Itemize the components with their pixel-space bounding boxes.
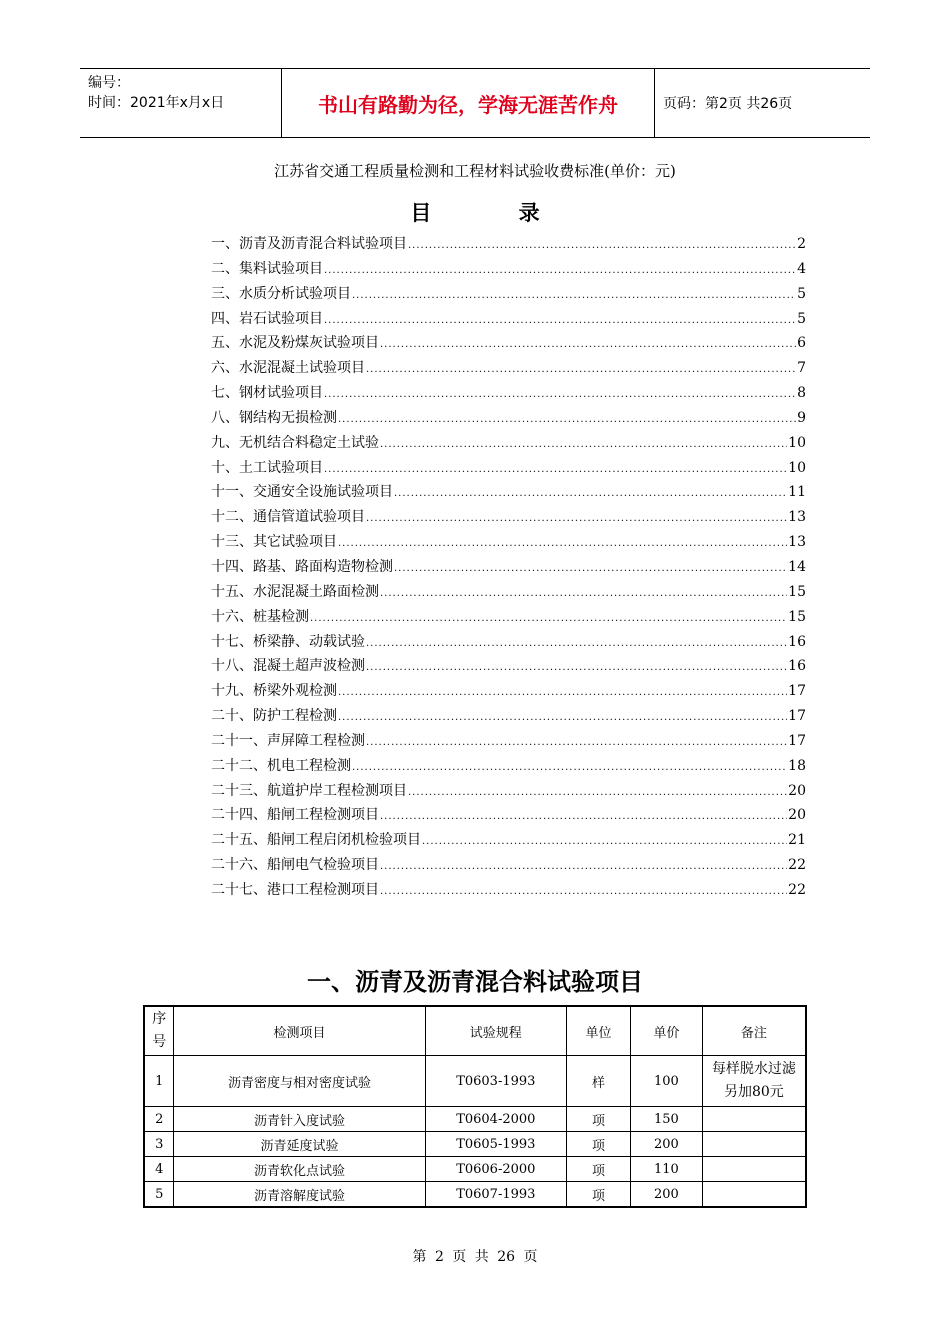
toc-item-label: 十八、混凝土超声波检测 xyxy=(211,658,365,675)
toc-item[interactable] xyxy=(211,879,806,904)
toc-item[interactable] xyxy=(211,755,806,780)
toc-item-label: 二、集料试验项目 xyxy=(211,260,323,277)
toc-leader-dots xyxy=(324,464,787,475)
table-row: 4 沥青软化点试验 T0606-2000 项 110 xyxy=(144,1157,806,1182)
toc-item-page: 10 xyxy=(788,434,806,451)
toc-item-page: 2 xyxy=(797,236,806,252)
toc-item[interactable] xyxy=(211,730,806,755)
toc-leader-dots xyxy=(366,364,796,375)
toc-item-page: 13 xyxy=(788,509,806,526)
page-header xyxy=(80,68,870,138)
number-label: 编号： xyxy=(88,75,130,91)
toc-leader-dots xyxy=(310,613,787,624)
table-row: 1 沥青密度与相对密度试验 T0603-1993 样 100 每样脱水过滤 另加80元 xyxy=(144,1056,806,1107)
col-note: 备注 xyxy=(702,1006,806,1056)
toc-title: 目 录 xyxy=(410,200,580,225)
toc-item[interactable] xyxy=(211,382,806,407)
toc-item[interactable] xyxy=(211,283,806,308)
section-title: 一、沥青及沥青混合料试验项目 xyxy=(307,968,643,996)
toc-item-label: 十二、通信管道试验项目 xyxy=(211,509,365,526)
toc-item[interactable] xyxy=(211,854,806,879)
time-label: 时间：2021年x月x日 xyxy=(88,95,225,111)
toc-item-label: 六、水泥混凝土试验项目 xyxy=(211,360,365,377)
toc-item-page: 7 xyxy=(797,360,806,377)
toc-item-page: 6 xyxy=(797,335,806,352)
toc-item[interactable] xyxy=(211,705,806,730)
col-price: 单价 xyxy=(630,1006,702,1056)
toc-item-label: 十七、桥梁静、动载试验 xyxy=(211,633,365,650)
table-row: 3 沥青延度试验 T0605-1993 项 200 xyxy=(144,1132,806,1157)
table-row: 2 沥青针入度试验 T0604-2000 项 150 xyxy=(144,1107,806,1132)
toc-item-label: 二十一、声屏障工程检测 xyxy=(211,732,365,749)
col-item: 检测项目 xyxy=(174,1006,425,1056)
toc-item[interactable] xyxy=(211,606,806,631)
toc-item-page: 21 xyxy=(788,832,806,849)
toc-leader-dots xyxy=(380,811,787,822)
price-table xyxy=(143,1005,807,1208)
toc-leader-dots xyxy=(324,265,796,276)
toc-item-label: 七、钢材试验项目 xyxy=(211,385,323,402)
toc-leader-dots xyxy=(380,886,787,897)
toc-leader-dots xyxy=(338,414,796,425)
toc-item-label: 十三、其它试验项目 xyxy=(211,534,337,551)
toc-leader-dots xyxy=(324,315,796,326)
toc-item-page: 4 xyxy=(797,260,806,277)
toc-leader-dots xyxy=(366,513,787,524)
toc-leader-dots xyxy=(366,662,787,673)
toc-item-page: 11 xyxy=(788,484,806,501)
toc-item[interactable] xyxy=(211,531,806,556)
toc-leader-dots xyxy=(422,836,787,847)
toc-item[interactable] xyxy=(211,308,806,333)
toc-item-page: 15 xyxy=(788,608,806,625)
toc-item[interactable] xyxy=(211,581,806,606)
col-spec: 试验规程 xyxy=(425,1006,567,1056)
toc-item[interactable] xyxy=(211,407,806,432)
table-header-row xyxy=(144,1006,806,1056)
toc-item-page: 10 xyxy=(788,459,806,476)
toc-item[interactable] xyxy=(211,506,806,531)
toc-item-page: 9 xyxy=(797,409,806,426)
toc-item-label: 三、水质分析试验项目 xyxy=(211,285,351,302)
toc-item-label: 四、岩石试验项目 xyxy=(211,310,323,327)
toc-item-label: 二十、防护工程检测 xyxy=(211,708,337,725)
toc-leader-dots xyxy=(352,762,787,773)
toc-item-page: 20 xyxy=(788,807,806,824)
toc-item-page: 17 xyxy=(788,732,806,749)
toc-item-label: 二十七、港口工程检测项目 xyxy=(211,881,379,898)
toc-item-page: 20 xyxy=(788,782,806,799)
toc-item-page: 18 xyxy=(788,757,806,774)
toc-item[interactable] xyxy=(211,233,806,258)
toc-item[interactable] xyxy=(211,804,806,829)
toc-leader-dots xyxy=(394,563,787,574)
toc-item-label: 十四、路基、路面构造物检测 xyxy=(211,558,393,575)
table-row: 5 沥青溶解度试验 T0607-1993 项 200 xyxy=(144,1182,806,1208)
toc-item-page: 22 xyxy=(788,881,806,898)
toc-item-label: 九、无机结合料稳定土试验 xyxy=(211,434,379,451)
header-page-info: 页码：第2页 共26页 xyxy=(663,96,793,112)
toc-item-page: 15 xyxy=(788,583,806,600)
toc-item-page: 8 xyxy=(797,385,806,402)
toc-leader-dots xyxy=(366,737,787,748)
toc-item[interactable] xyxy=(211,631,806,656)
toc-item[interactable] xyxy=(211,332,806,357)
toc-item-label: 八、钢结构无损检测 xyxy=(211,409,337,426)
header-meta xyxy=(88,73,224,113)
col-seq: 序 号 xyxy=(144,1006,174,1056)
toc-item[interactable] xyxy=(211,829,806,854)
toc-leader-dots xyxy=(380,439,787,450)
toc-item[interactable] xyxy=(211,680,806,705)
toc-leader-dots xyxy=(338,712,787,723)
toc-item-label: 十五、水泥混凝土路面检测 xyxy=(211,583,379,600)
toc-item-page: 16 xyxy=(788,658,806,675)
toc-item-page: 5 xyxy=(797,285,806,302)
table-of-contents xyxy=(211,233,806,904)
toc-item[interactable] xyxy=(211,556,806,581)
toc-leader-dots xyxy=(394,488,787,499)
toc-leader-dots xyxy=(324,389,796,400)
toc-item[interactable] xyxy=(211,357,806,382)
toc-leader-dots xyxy=(366,638,787,649)
toc-item-label: 十六、桩基检测 xyxy=(211,608,309,625)
toc-item-label: 二十三、航道护岸工程检测项目 xyxy=(211,782,407,799)
page-footer: 第 2 页 共 26 页 xyxy=(412,1249,538,1265)
toc-item[interactable] xyxy=(211,457,806,482)
toc-leader-dots xyxy=(380,861,787,872)
toc-item-label: 二十五、船闸工程启闭机检验项目 xyxy=(211,832,421,849)
header-motto: 书山有路勤为径，学海无涯苦作舟 xyxy=(281,69,655,137)
col-unit: 单位 xyxy=(567,1006,631,1056)
toc-leader-dots xyxy=(338,538,787,549)
document-title: 江苏省交通工程质量检测和工程材料试验收费标准(单价：元) xyxy=(274,162,676,180)
toc-item-page: 5 xyxy=(797,310,806,327)
toc-item-page: 14 xyxy=(788,558,806,575)
toc-item-page: 16 xyxy=(788,633,806,650)
toc-item-label: 五、水泥及粉煤灰试验项目 xyxy=(211,335,379,352)
toc-item-page: 13 xyxy=(788,534,806,551)
toc-item-label: 十九、桥梁外观检测 xyxy=(211,683,337,700)
toc-leader-dots xyxy=(352,290,796,301)
toc-item-label: 二十二、机电工程检测 xyxy=(211,757,351,774)
toc-item-page: 17 xyxy=(788,708,806,725)
toc-item-page: 17 xyxy=(788,683,806,700)
toc-item-label: 二十四、船闸工程检测项目 xyxy=(211,807,379,824)
toc-item-label: 十一、交通安全设施试验项目 xyxy=(211,484,393,501)
toc-item[interactable] xyxy=(211,481,806,506)
toc-item-label: 一、沥青及沥青混合料试验项目 xyxy=(211,236,407,252)
toc-item[interactable] xyxy=(211,780,806,805)
toc-item-label: 二十六、船闸电气检验项目 xyxy=(211,857,379,874)
toc-leader-dots xyxy=(408,787,787,798)
toc-leader-dots xyxy=(408,240,796,251)
toc-item-label: 十、土工试验项目 xyxy=(211,459,323,476)
toc-item[interactable] xyxy=(211,655,806,680)
toc-leader-dots xyxy=(380,339,796,350)
toc-leader-dots xyxy=(380,588,787,599)
toc-item-page: 22 xyxy=(788,857,806,874)
toc-leader-dots xyxy=(338,687,787,698)
toc-item[interactable] xyxy=(211,432,806,457)
toc-item[interactable] xyxy=(211,258,806,283)
